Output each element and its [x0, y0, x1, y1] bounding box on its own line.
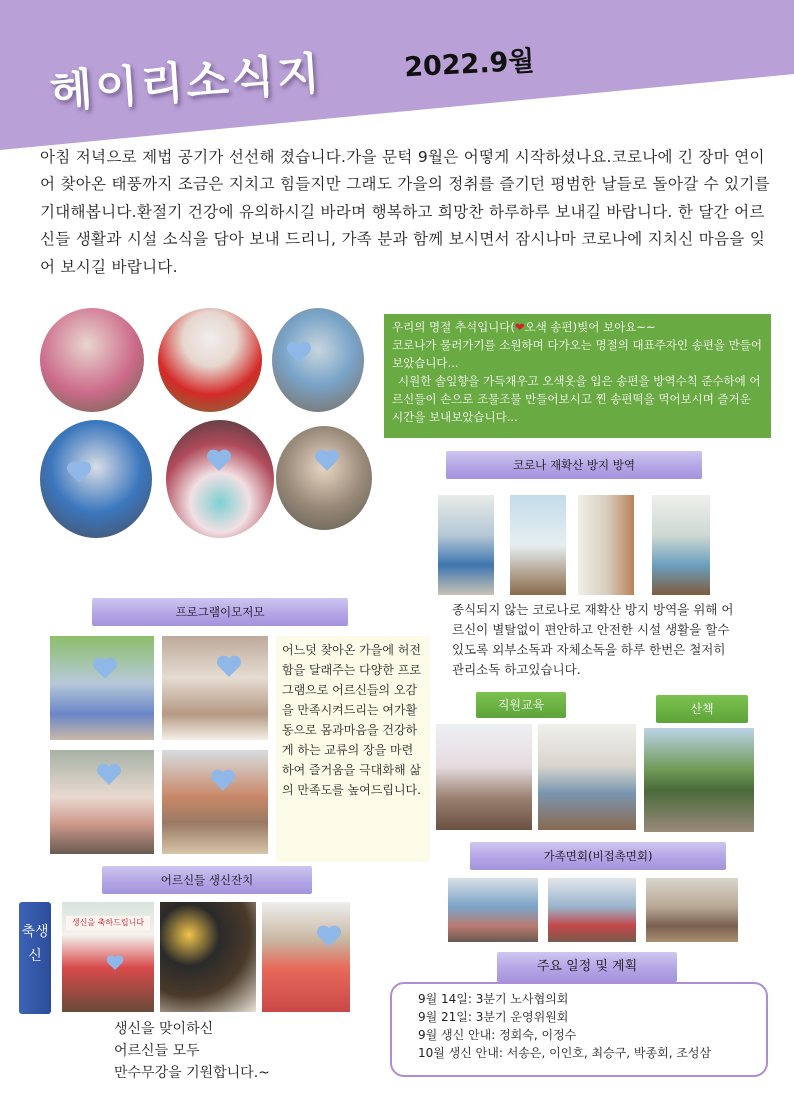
birthday-label: 어르신들 생신잔치 [102, 866, 312, 894]
program-photo-4 [162, 750, 268, 854]
schedule-item: 9월 14일: 3분기 노사협의회 [418, 992, 569, 1006]
heart-face-cover-icon [92, 656, 118, 680]
chuseok-photo-6 [276, 426, 372, 530]
quarantine-label: 코로나 재확산 방지 방역 [446, 451, 702, 479]
heart-icon: ❤ [514, 320, 525, 334]
chuseok-photo-3 [272, 308, 364, 412]
schedule-item: 9월 21일: 3분기 운영위원회 [418, 1010, 569, 1024]
birthday-message-line: 생신을 맞이하신 [114, 1021, 214, 1037]
intro-paragraph: 아침 저녁으로 제법 공기가 선선해 졌습니다.가을 문턱 9월은 어떻게 시작하셨나요.코로나에 긴 장마 연이어 찾아온 태풍까지 조금은 지치고 힘들지만 그래도 가을의 정취를 즐기던 평범한 날들로 돌아갈 수 있기를 기대해봅니다.환절기 건강에 유의하시길 바라며 행복하고 희망찬 하루하루 보내길 바랍니다. 한 달간 어르신들 생활과 시설 소식을 담아 보내 드리니, 가족 분과 함께 보시면서 잠시나마 코로나에 지치신 마음을 잊어 보시길 바랍니다. [40, 148, 770, 276]
program-photo-1 [50, 636, 154, 740]
birthday-photo-3 [262, 902, 350, 1012]
quarantine-photo-3 [578, 495, 634, 595]
chuseok-photo-5 [166, 420, 274, 538]
chuseok-line1 [392, 318, 763, 336]
quarantine-photo-4 [652, 495, 710, 595]
chuseok-photo-4 [40, 420, 152, 538]
heart-face-cover-icon [286, 340, 312, 364]
family-visit-label: 가족면회(비접촉면회) [470, 842, 726, 870]
newsletter-title: 헤이리소식지 [48, 48, 325, 119]
heart-face-cover-icon [314, 448, 340, 472]
quarantine-photo-1 [438, 495, 494, 595]
birthday-photo-1 [62, 902, 154, 1012]
program-label: 프로그램이모저모 [92, 598, 348, 626]
heart-face-cover-icon [210, 768, 236, 792]
heart-face-cover-icon [66, 460, 92, 484]
schedule-item: 10월 생신 안내: 서송은, 이인호, 최승구, 박종회, 조성삼 [418, 1046, 712, 1060]
schedule-box [390, 982, 768, 1077]
birthday-photo-2 [160, 902, 256, 1012]
chuseok-textbox [384, 314, 771, 438]
chuseok-photo-1 [40, 308, 144, 412]
birthday-message-line: 만수무강을 기원합니다.~ [114, 1065, 270, 1081]
walk-label: 산책 [656, 695, 748, 723]
schedule-item: 9월 생신 안내: 정회숙, 이정수 [418, 1028, 577, 1042]
training-label: 직원교육 [476, 692, 566, 718]
heart-face-cover-icon [106, 954, 124, 971]
family-photo-2 [548, 878, 636, 942]
program-photo-2 [162, 636, 268, 740]
heart-face-cover-icon [206, 448, 232, 472]
birthday-message-line: 어르신들 모두 [114, 1043, 200, 1059]
chuseok-para1: 코로나가 물러가기를 소원하며 다가오는 명절의 대표주자인 송편을 만들어 보았습니다... [392, 338, 762, 370]
chuseok-para2: 시원한 솔잎향을 가득채우고 오색옷을 입은 송편을 방역수칙 준수하에 어르신들이 손으로 조물조물 만들어보시고 찐 송편떡을 먹어보시며 즐거운 시간을 보내보았습니다... [392, 374, 761, 424]
quarantine-photo-2 [510, 495, 566, 595]
heart-face-cover-icon [216, 654, 242, 678]
birthday-message [114, 1018, 270, 1084]
heart-face-cover-icon [96, 762, 122, 786]
program-text: 어느덧 찾아온 가을에 허전함을 달래주는 다양한 프로그램으로 어르신들의 오감을 만족시켜드리는 여가활동으로 몸과마음을 건강하게 하는 교류의 장을 마련하여 즐거움을 극대화해 삶의 만족도를 높여드립니다. [276, 636, 430, 862]
chuseok-line1-a: 우리의 명절 추석입니다( [392, 320, 515, 334]
schedule-label: 주요 일정 및 계획 [497, 952, 677, 982]
quarantine-text: 종식되지 않는 코로나로 재확산 방지 방역을 위해 어르신이 별탈없이 편안하고 안전한 시설 생활을 할수있도록 외부소독과 자체소독을 하루 한번은 철저히 관리소독 하고있습니다. [452, 602, 734, 677]
birthday-side-label: 축생신 [19, 902, 51, 1014]
chuseok-photo-2 [158, 308, 262, 412]
birthday-banner-text: 생신을 축하드립니다 [66, 916, 150, 930]
family-photo-1 [448, 878, 538, 942]
program-photo-3 [50, 750, 154, 854]
walk-photo [644, 728, 754, 832]
newsletter-date: 2022.9월 [403, 45, 536, 84]
heart-face-cover-icon [316, 924, 342, 948]
training-photo-2 [538, 724, 636, 830]
training-photo-1 [436, 724, 532, 830]
chuseok-line1-b: 오색 송편)빚어 보아요~~ [524, 320, 656, 334]
family-photo-3 [646, 878, 738, 942]
